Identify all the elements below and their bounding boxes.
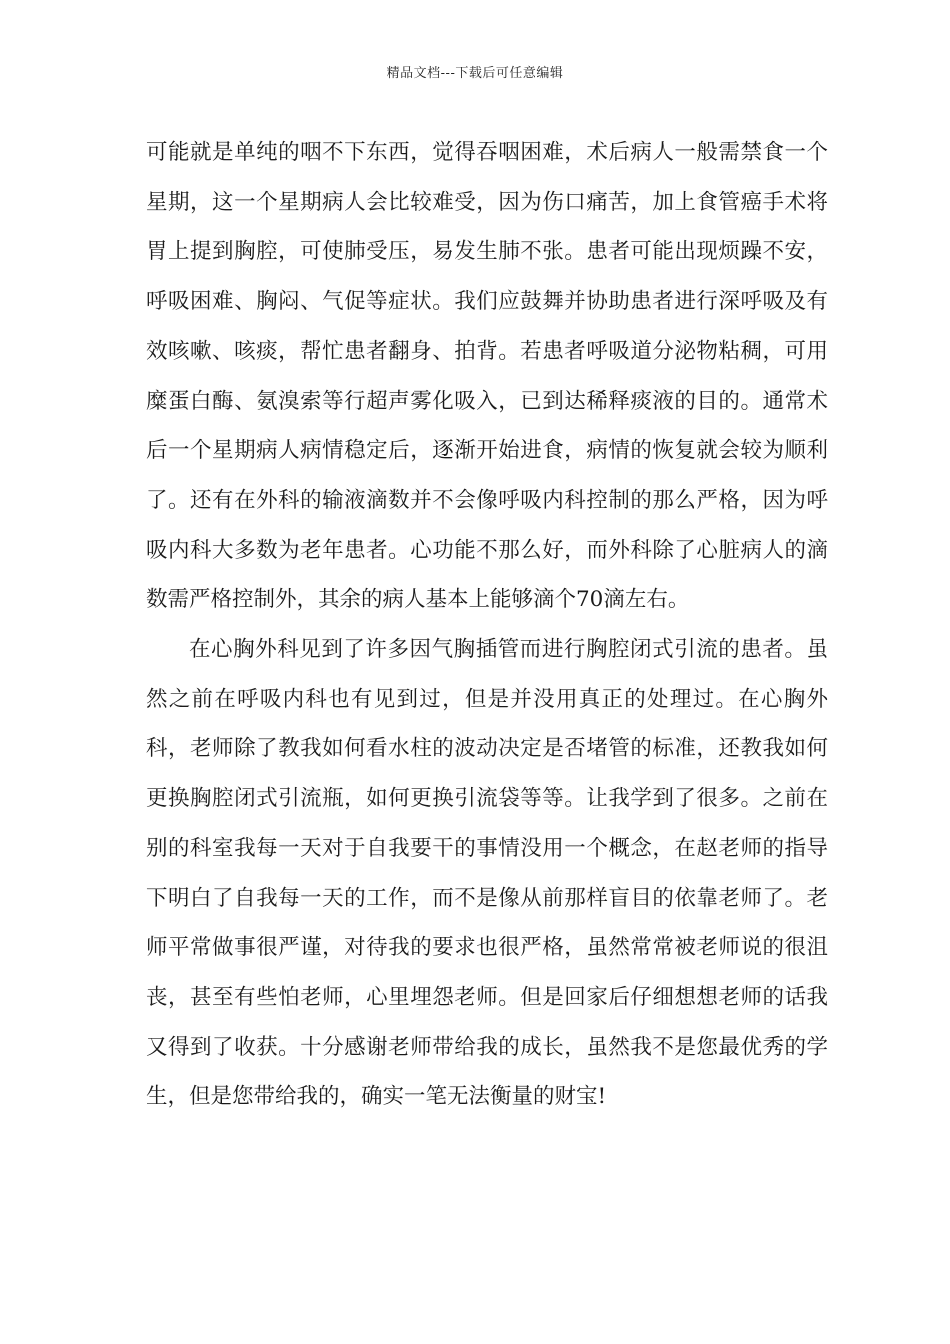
paragraph-2: 在心胸外科见到了许多因气胸插管而进行胸腔闭式引流的患者。虽然之前在呼吸内科也有见到过，但是并没用真正的处理过。在心胸外科，老师除了教我如何看水柱的波动决定是否堵管的标准，还教我如何更换胸腔闭式引流瓶，如何更换引流袋等等。让我学到了很多。之前在别的科室我每一天对于自我要干的事情没用一个概念，在赵老师的指导下明白了自我每一天的工作，而不是像从前那样盲目的依靠老师了。老师平常做事很严谨，对待我的要求也很严格，虽然常常被老师说的很沮丧，甚至有些怕老师，心里埋怨老师。但是回家后仔细想想老师的话我又得到了收获。十分感谢老师带给我的成长，虽然我不是您最优秀的学生，但是您带给我的，确实一笔无法衡量的财宝! bbox=[146, 637, 828, 1110]
paragraph-1: 可能就是单纯的咽不下东西，觉得吞咽困难，术后病人一般需禁食一个星期，这一个星期病人会比较难受，因为伤口痛苦，加上食管癌手术将胃上提到胸腔，可使肺受压，易发生肺不张。患者可能出现烦躁不安，呼吸困难、胸闷、气促等症状。我们应鼓舞并协助患者进行深呼吸及有效咳嗽、咳痰，帮忙患者翻身、拍背。若患者呼吸道分泌物粘稠，可用糜蛋白酶、氨溴索等行超声雾化吸入，已到达稀释痰液的目的。通常术后一个星期病人病情稳定后，逐渐开始进食，病情的恢复就会较为顺利了。还有在外科的输液滴数并不会像呼吸内科控制的那么严格，因为呼吸内科大多数为老年患者。心功能不那么好，而外科除了心脏病人的滴数需严格控制外，其余的病人基本上能够滴个70滴左右。 bbox=[146, 140, 828, 613]
document-body bbox=[146, 128, 828, 1122]
page-header: 精品文档---下载后可任意编辑 bbox=[386, 66, 564, 81]
